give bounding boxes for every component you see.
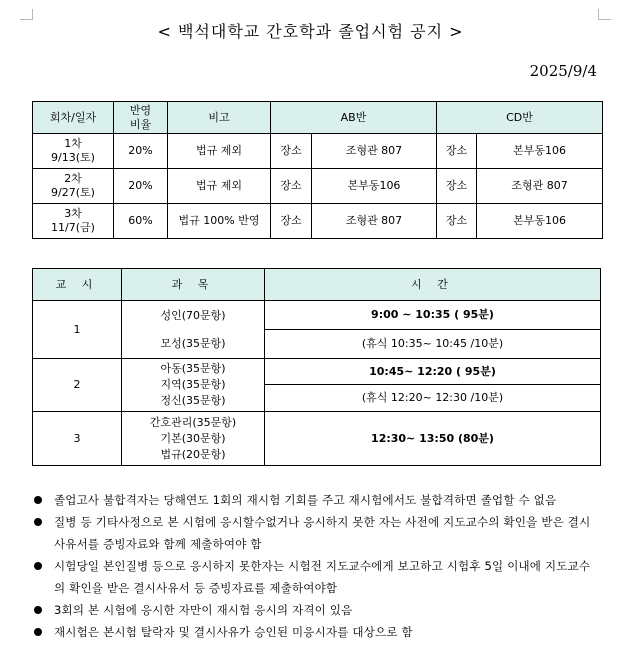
place-label-cell: 장소 xyxy=(437,134,477,169)
table-header-row xyxy=(33,102,603,134)
place-cell: 본부동106 xyxy=(477,204,603,239)
round-cell: 2차 9/27(토) xyxy=(33,169,114,204)
round-cell: 3차 11/7(금) xyxy=(33,204,114,239)
list-item: 3회의 본 시험에 응시한 자만이 재시험 응시의 자격이 있음 xyxy=(34,599,599,621)
table-row xyxy=(33,359,601,385)
table-header-row xyxy=(33,269,601,301)
place-cell: 본부동106 xyxy=(312,169,437,204)
place-cell: 본부동106 xyxy=(477,134,603,169)
table-row xyxy=(33,134,603,169)
table-row xyxy=(33,412,601,466)
page-title: < 백석대학교 간호학과 졸업시험 공지 > xyxy=(157,22,464,41)
place-label-cell: 장소 xyxy=(271,204,312,239)
place-label-cell: 장소 xyxy=(271,134,312,169)
bullet-icon xyxy=(34,518,42,526)
bullet-icon xyxy=(34,562,42,570)
exam-period-table xyxy=(32,268,601,466)
header-cell: 교 시 xyxy=(33,269,122,301)
place-label-cell: 장소 xyxy=(437,169,477,204)
time-cell: 9:00 ~ 10:35 ( 95분) xyxy=(265,301,601,330)
table-row xyxy=(33,301,601,330)
period-cell: 3 xyxy=(33,412,122,466)
note-cell: 법규 제외 xyxy=(168,134,271,169)
time-cell: 10:45~ 12:20 ( 95분) xyxy=(265,359,601,385)
bullet-icon xyxy=(34,496,42,504)
table-row xyxy=(33,204,603,239)
notice-list xyxy=(34,489,599,643)
subject-cell: 간호관리(35문항) 기본(30문항) 법규(20문항) xyxy=(122,412,265,466)
note-cell: 법규 100% 반영 xyxy=(168,204,271,239)
period-cell: 1 xyxy=(33,301,122,359)
header-cell: AB반 xyxy=(271,102,437,134)
header-cell: 반영 비율 xyxy=(114,102,168,134)
subject-cell: 성인(70문항) 모성(35문항) xyxy=(122,301,265,359)
place-label-cell: 장소 xyxy=(437,204,477,239)
header-cell: 시 간 xyxy=(265,269,601,301)
time-cell: 12:30~ 13:50 (80분) xyxy=(265,412,601,466)
subject-cell: 아동(35문항) 지역(35문항) 정신(35문항) xyxy=(122,359,265,412)
ratio-cell: 20% xyxy=(114,134,168,169)
list-item: 졸업고사 불합격자는 당해연도 1회의 재시험 기회를 주고 재시험에서도 불합격하면 졸업할 수 없음 xyxy=(34,489,599,511)
round-cell: 1차 9/13(토) xyxy=(33,134,114,169)
place-cell: 조형관 807 xyxy=(477,169,603,204)
place-cell: 조형관 807 xyxy=(312,134,437,169)
break-cell: (휴식 12:20~ 12:30 /10분) xyxy=(265,385,601,412)
ratio-cell: 20% xyxy=(114,169,168,204)
note-cell: 법규 제외 xyxy=(168,169,271,204)
place-label-cell: 장소 xyxy=(271,169,312,204)
break-cell: (휴식 10:35~ 10:45 /10분) xyxy=(265,330,601,359)
header-cell: 비고 xyxy=(168,102,271,134)
period-cell: 2 xyxy=(33,359,122,412)
header-cell: 과 목 xyxy=(122,269,265,301)
list-item: 재시험은 본시험 탈락자 및 결시사유가 승인된 미응시자를 대상으로 함 xyxy=(34,621,599,643)
header-cell: CD반 xyxy=(437,102,603,134)
exam-schedule-table xyxy=(32,101,603,239)
list-item: 시험당일 본인질병 등으로 응시하지 못한자는 시험전 지도교수에게 보고하고 시험후 5일 이내에 지도교수의 확인을 받은 결시사유서 등 증빙자료를 제출하여야함 xyxy=(34,555,599,599)
header-cell: 회차/일자 xyxy=(33,102,114,134)
bullet-icon xyxy=(34,628,42,636)
list-item: 질병 등 기타사정으로 본 시험에 응시할수없거나 응시하지 못한 자는 사전에 지도교수의 확인을 받은 결시사유서를 증빙자료와 함께 제출하여야 함 xyxy=(34,511,599,555)
ratio-cell: 60% xyxy=(114,204,168,239)
bullet-icon xyxy=(34,606,42,614)
notice-date: 2025/9/4 xyxy=(529,62,597,80)
place-cell: 조형관 807 xyxy=(312,204,437,239)
table-row xyxy=(33,169,603,204)
